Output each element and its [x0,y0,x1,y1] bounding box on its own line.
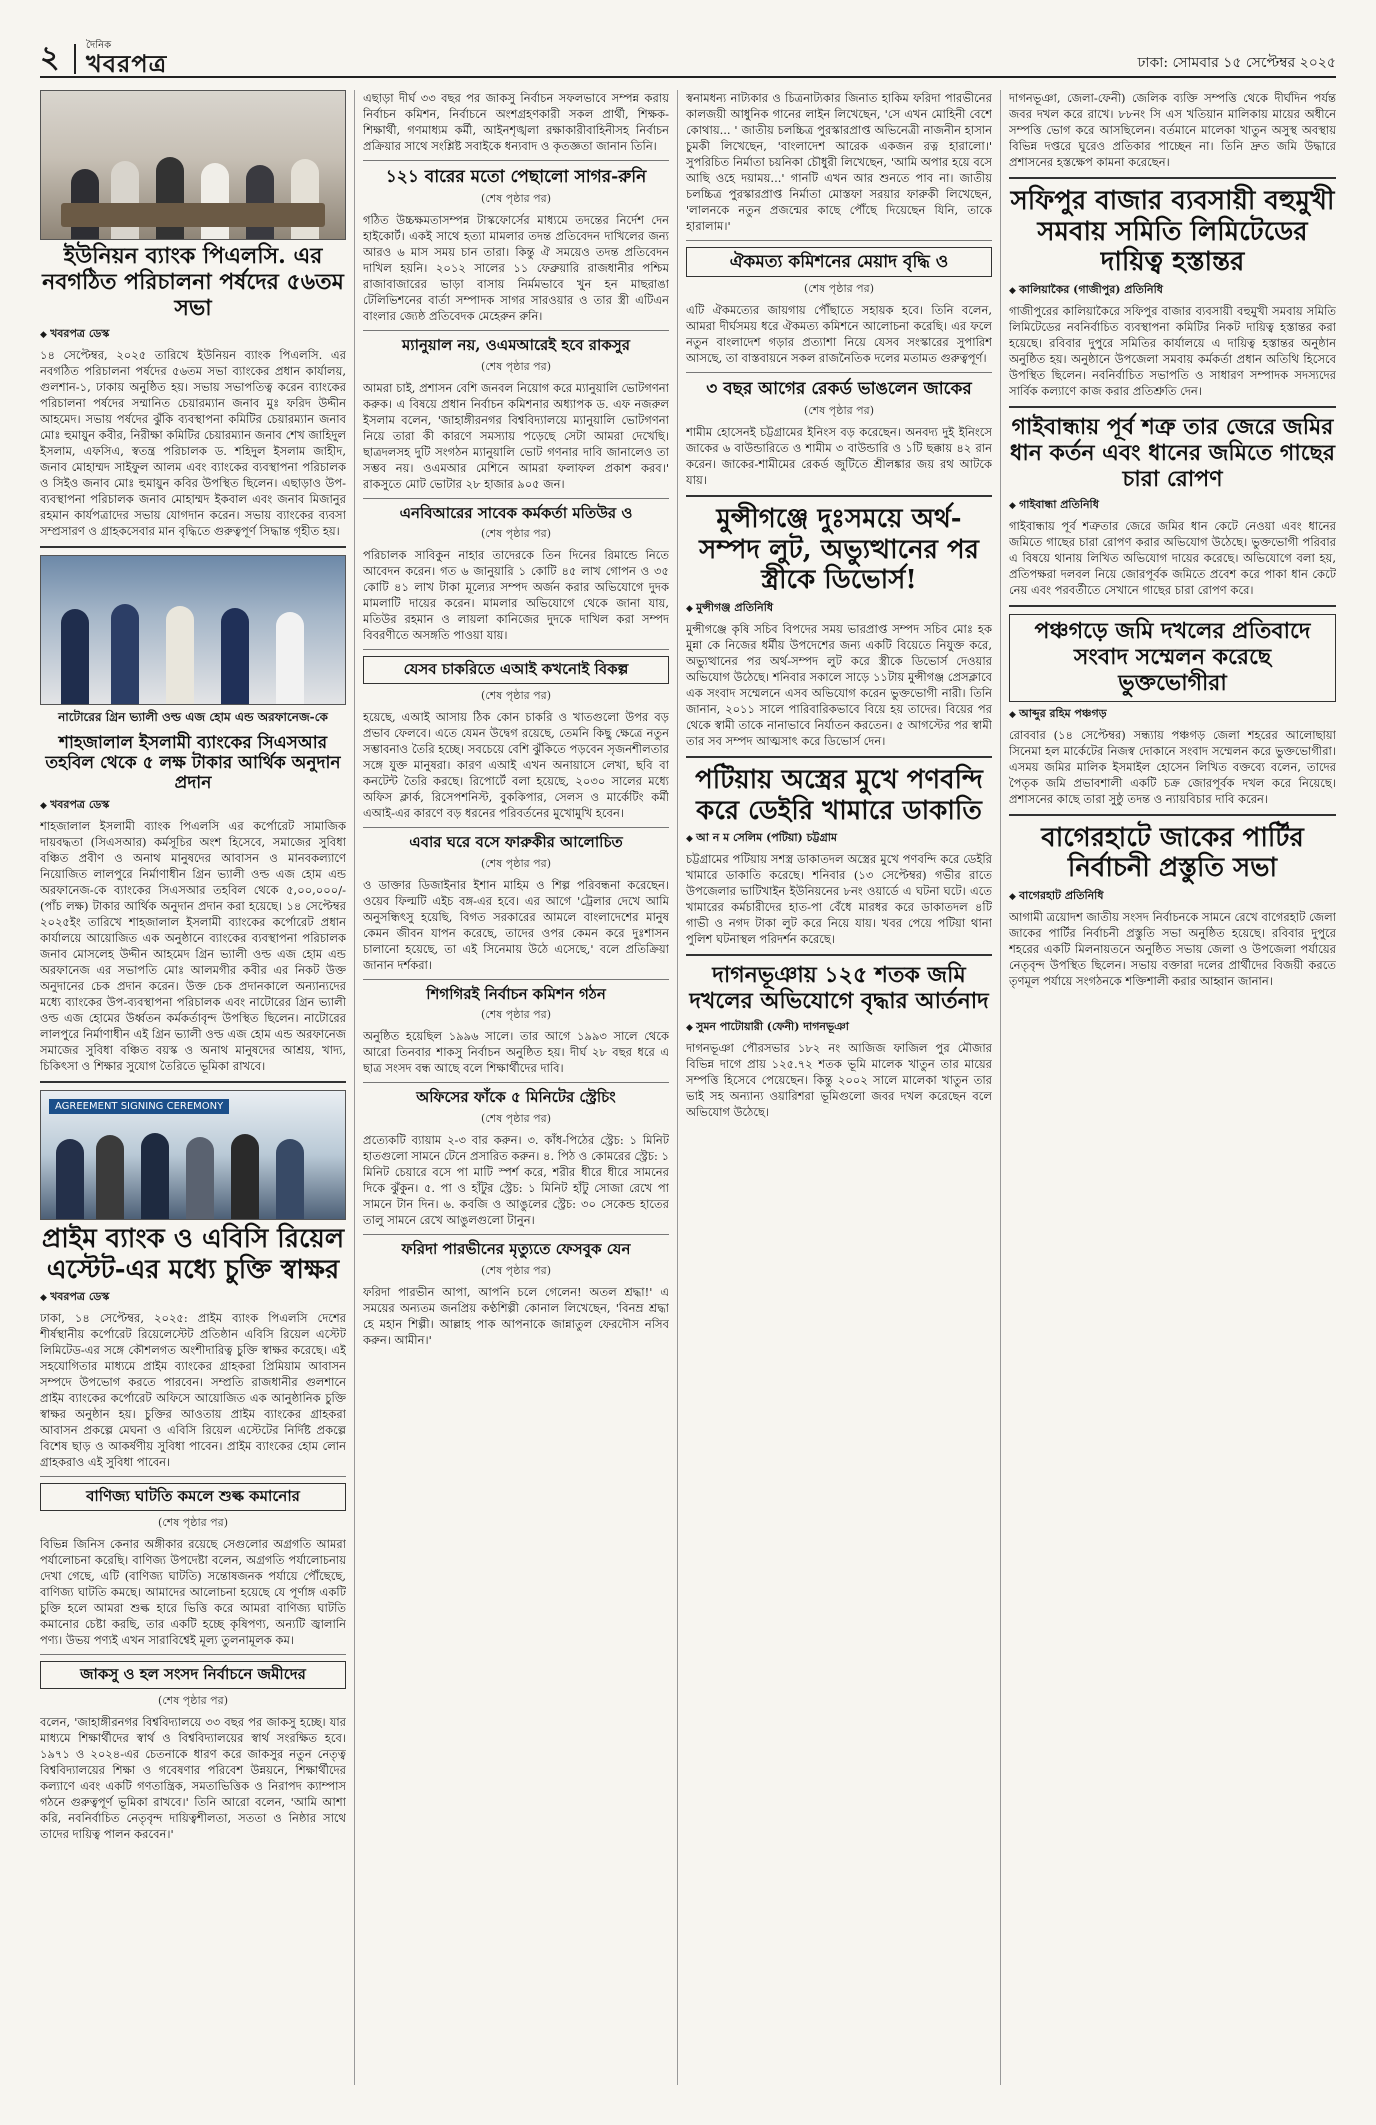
masthead-divider [74,44,76,74]
byline: ◆ খবরপত্র ডেস্ক [40,325,346,344]
byline: ◆ কালিয়াকৈর (গাজীপুর) প্রতিনিধি [1009,281,1336,300]
continuation-note: (শেষ পৃষ্ঠার পর) [480,689,551,703]
byline: ◆ আ ন ম সেলিম (পটিয়া) চট্টগ্রাম [686,829,992,848]
article-body: রোববার (১৪ সেপ্টেম্বর) সন্ধ্যায় পঞ্চগড় জেলা শহরের আলোছায়া সিনেমা হল মার্কেটের নিজস্ব দোকানে সংবাদ সম্মেলন করে ভুক্তভোগীরা। এসময় জমির মালিক ইসমাইল হোসেন লিখিত বক্তব্যে বলেন, তাদের পৈতৃক জমি প্রভাবশালী একটি চক্র জোরপূর্বক দখল করে নিয়েছে। প্রশাসনের কাছে তারা সুষ্ঠু তদন্ত ও ন্যায়বিচার দাবি করেন। [1009,727,1336,806]
article-body: বলেন, 'জাহাঙ্গীরনগর বিশ্ববিদ্যালয়ে ৩৩ বছর পর জাকসু হচ্ছে। যার মাধ্যমে শিক্ষার্থীদের স্বার্থ ও বিশ্ববিদ্যালয়ের স্বার্থ সংরক্ষিত হবে। ১৯৭১ ও ২০২৪-এর চেতনাকে ধারণ করে জাকসুর নতুন নেতৃত্ব বিশ্ববিদ্যালয়ের শিক্ষা ও গবেষণার পরিবেশ উন্নয়নে, শিক্ষার্থীদের কল্যাণে এবং একটি গণতান্ত্রিক, সমতাভিত্তিক ও নিরাপদ ক্যাম্পাস গঠনে গুরুত্বপূর্ণ ভূমিকা রাখবে।' তিনি আরো বলেন, 'আমি আশা করি, নবনির্বাচিত নেতৃবৃন্দ দায়িত্বশীলতা, সততা ও নিষ্ঠার সাথে তাদের দায়িত্ব পালন করবেন।' [40,1714,346,1841]
headline: প্রাইম ব্যাংক ও এবিসি রিয়েল এস্টেট-এর মধ্যে চুক্তি স্বাক্ষর [41,1224,345,1285]
divider [40,1081,346,1083]
divider [363,498,669,499]
article-body: পরিচালক সাবিকুন নাহার তাদেরকে তিন দিনের রিমান্ডে নিতে আবেদন করেন। গত ৬ জানুয়ারি ১ কোটি ৪৫ লাখ গোপন ও ৩৫ কোটি ৪১ লাখ টাকা মূল্যের সম্পদ অর্জন করার অভিযোগে দুদক মামলাটি দায়ের করেন। মামলার অভিযোগে থেকে জানা যায়, মতিউর রহমান ও লায়লা কানিজের দুদকে দাখিল করা সম্পদ বিবরণীতে অসঙ্গতি পাওয়া যায়। [363,548,669,643]
byline: ◆ সুমন পাটোয়ারী (ফেনী) দাগনভূঞা [686,1018,992,1037]
brand-prefix: দৈনিক [86,40,112,51]
continuation-note: (শেষ পৃষ্ঠার পর) [480,1263,551,1277]
headline: শিগগিরই নির্বাচন কমিশন গঠন [426,984,606,1003]
article-body: এছাড়া দীর্ঘ ৩৩ বছর পর জাকসু নির্বাচন সফলভাবে সম্পন্ন করায় নির্বাচন কমিশন, নির্বাচনে অংশগ্রহণকারী সকল প্রার্থী, শিক্ষক-শিক্ষার্থী, গণমাধ্যম কর্মী, আইনশৃঙ্খলা রক্ষাকারীবাহিনীসহ নির্বাচন প্রক্রিয়ার সাথে সংশ্লিষ্ট সবাইকে ধন্যবাদ ও কৃতজ্ঞতা জানান তিনি। [363,91,669,153]
article-body: ঢাকা, ১৪ সেপ্টেম্বর, ২০২৫: প্রাইম ব্যাংক পিএলসি দেশের শীর্ষস্থানীয় কর্পোরেট রিয়েলেস্টেট প্রতিষ্ঠান এবিসি রিয়েল এস্টেট লিমিটেড-এর সঙ্গে কৌশলগত অংশীদারিত্ব চুক্তি স্বাক্ষর করেছে। এই সহযোগিতার মাধ্যমে প্রাইম ব্যাংকের গ্রাহকরা প্রিমিয়াম আবাসন সম্পদে উপভোগ করতে পারবেন। সম্প্রতি রাজধানীর গুলশানে প্রাইম ব্যাংকের কর্পোরেট অফিসে আয়োজিত এক আনুষ্ঠানিক চুক্তি স্বাক্ষর অনুষ্ঠান হয়। চুক্তির আওতায় প্রাইম ব্যাংকের গ্রাহকরা আবাসন প্রকল্পে মেঘনা ও এবিসি রিয়েল এস্টেটের নির্দিষ্ট প্রকল্পে বিশেষ ছাড় ও আকর্ষণীয় সুবিধা পাবেন। প্রাইম ব্যাংকের হোম লোন গ্রাহকরাও এই সুবিধা পাবেন। [40,1311,346,1470]
continuation-note: (শেষ পৃষ্ঠার পর) [480,192,551,206]
article-body: দাগনভূঞা পৌরসভার ১৮২ নং আজিজ ফাজিল পুর মৌজার বিভিন্ন দাগে প্রায় ১২৫.৭২ শতক ভূমি মালেক খাতুন তার মায়ের সম্পত্তি হিসেবে পেয়েছেন। কিন্তু ২০০২ সালে মালেকা খাতুন তার ভাই সহ অন্যান্য ওয়ারিশরা ভূমিগুলো জবর দখল করেছেন বলে অভিযোগ উঠেছে। [686,1041,992,1120]
headline: বাণিজ্য ঘাটতি কমলে শুল্ক কমানোর [40,1483,346,1511]
article-body: ফরিদা পারভীন আপা, আপনি চলে গেলেন! অতল শ্রদ্ধা!' এ সময়ের অন্যতম জনপ্রিয় কণ্ঠশিল্পী কোনাল লিখেছেন, 'বিনম্র শ্রদ্ধা হে মহান শিল্পী। আল্লাহ পাক আপনাকে জান্নাতুল ফেরদৌস নসিব করুন। আমীন।' [363,1284,669,1347]
continuation-note: (শেষ পৃষ্ঠার পর) [480,527,551,541]
headline: যেসব চাকরিতে এআই কখনোই বিকল্প [363,656,669,684]
agreement-signing-photo [40,1090,346,1220]
divider [686,495,992,497]
headline: গাইবান্ধায় পূর্ব শত্রু তার জেরে জমির ধান কর্তন এবং ধানের জমিতে গাছের চারা রোপণ [1009,414,1335,492]
byline: ◆ বাগেরহাট প্রতিনিধি [1009,887,1336,906]
article-body: চট্টগ্রামের পটিয়ায় সশস্ত্র ডাকাতদল অস্ত্রের মুখে পণবন্দি করে ডেইরি খামারে ডাকাতি করেছে। শনিবার (১৩ সেপ্টেম্বর) গভীর রাতে উপজেলার ভাটিখাইন ইউনিয়নের ৮নং ওয়ার্ডে এ ঘটনা ঘটে। এতে খামারের কর্মচারীদের হাত-পা বেঁধে মারধর করে ডাকাতদল ৪টি গাভী ও নগদ টাকা লুট করে নিয়ে যায়। খবর পেয়ে পটিয়া থানা পুলিশ ঘটনাস্থল পরিদর্শন করেছে। [686,852,992,947]
continuation-note: (শেষ পৃষ্ঠার পর) [480,1112,551,1126]
article-body: প্রত্যেকটি ব্যায়াম ২-৩ বার করুন। ৩. কাঁধ-পিঠের স্ট্রেচ: ১ মিনিট হাতগুলো সামনে টেনে প্রসারিত করুন। ৪. পিঠ ও কোমরের স্ট্রেচ: ১ মিনিট চেয়ারে বসে পা মাটি স্পর্শ করে, শরীর ধীরে ধীরে সামনের দিকে ঝুঁকুন। ৫. পা ও হাঁটুর স্ট্রেচ: ১ মিনিট হাঁটু সোজা রেখে পা সামনে টান দিন। ৬. কবজি ও আঙুলের স্ট্রেচ: ৩০ সেকেন্ড হাতের তালু সামনে রেখে আঙুলগুলো টানুন। [363,1133,669,1228]
column-rule [354,90,355,2085]
meeting-photo [40,90,346,240]
headline: শাহজালাল ইসলামী ব্যাংকের সিএসআর তহবিল থেকে ৫ লক্ষ টাকার আর্থিক অনুদান প্রদান [45,732,341,793]
headline: ৩ বছর আগের রেকর্ড ভাঙলেন জাকের [706,379,972,400]
headline: ম্যানুয়াল নয়, ওএমআরেই হবে রাকসুর [401,336,631,355]
divider [1009,177,1336,179]
byline: ◆ গাইবান্ধা প্রতিনিধি [1009,496,1336,515]
newspaper-logo: খবরপত্র [86,49,168,78]
divider [686,372,992,373]
headline: জাকসু ও হল সংসদ নির্বাচনে জমীদের [40,1661,346,1689]
divider [363,330,669,331]
column-rule [677,90,678,2085]
continuation-note: (শেষ পৃষ্ঠার পর) [480,856,551,870]
article-body: এটি ঐকমত্যের জায়গায় পৌঁছাতে সহায়ক হবে। তিনি বলেন, আমরা দীর্ঘসময় ধরে ঐকমত্য কমিশনে আলোচনা করেছি। এর ফলে নতুন বাংলাদেশ গড়ার প্রত্যাশা নিয়ে যেসব সংস্কারের সুপারিশ আসছে, তা বাস্তবায়নে সকল রাজনৈতিক দলের মতামত গুরুত্বপূর্ণ। [686,303,992,366]
divider [1009,605,1336,607]
article-body: দাগনভূঞা, জেলা-ফেনী) জেলিক ব্যক্তি সম্পত্তি থেকে দীর্ঘদিন পর্যন্ত জবর দখল করে রাখে। ৮৮নং সি এস খতিয়ান মালিকায় মায়ের অধীনে সম্পত্তি ভোগ করে আসছিলেন। বর্তমানে মালেকা খাতুন অসুস্থ অবস্থায় বিভিন্ন দপ্তরে ঘুরেও প্রতিকার পাচ্ছেন না। তিনি দ্রুত জমি উদ্ধারে প্রশাসনের হস্তক্ষেপ কামনা করেছেন। [1009,91,1336,169]
page-grid [40,90,1336,2085]
divider [686,240,992,241]
photo-people [41,600,345,704]
divider [1009,406,1336,408]
article-body: ও ডাক্তার ডিজাইনার ইশান মাহিম ও শিল্প পরিবন্ধনা করেছেন। ওয়েব ফিল্মটি এইচ বঙ্গ-এর হবে। এর আগে 'ট্রেলার দেখে আমি অনুসন্ধিৎসু হয়েছি, বিগত সরকারের আমলে বাংলাদেশের মানুষ কেমন জীবন যাপন করেছে, তাদের ওপর কেমন করে দুঃশাসন চালানো হয়েছে, তা এই সিনেমায় উঠে এসেছে,' বলে প্রতিক্রিয়া জানান দর্শকরা। [363,877,669,972]
article-body: স্বনামধন্য নাট্যকার ও চিত্রনাট্যকার জিনাত হাকিম ফরিদা পারভীনের কালজয়ী আধুনিক গানের লাইন লিখেছেন, 'সে এখন মোহিনী বেশে কোথায়... ' জাতীয় চলচ্চিত্র পুরস্কারপ্রাপ্ত অভিনেত্রী নাজনীন হাসান চুমকী লিখেছেন, 'বাংলাদেশ আরেক একজন রত্ন হারালো।' সুপরিচিত নির্মাতা চয়নিকা চৌধুরী লিখেছেন, 'আমি অপার হয়ে বসে আছি ওহে দয়াময়...' গানটি এখন আর শুনতে পাব না। জাতীয় চলচ্চিত্র পুরস্কারপ্রাপ্ত নির্মাতা মোস্তফা সরয়ার ফারুকী লিখেছেন, 'লালনকে নতুন প্রজন্মের কাছে পৌঁছে দিয়েছেন যিনি, তাকে হারালাম।' [686,91,992,233]
divider [686,756,992,758]
cheque-handover-photo [40,555,346,705]
divider [686,954,992,956]
headline: মুন্সীগঞ্জে দুঃসময়ে অর্থ-সম্পদ লুট, অভ্যুত্থানের পর স্ত্রীকে ডিভোর্স! [699,504,979,596]
divider [363,827,669,828]
article-body: গাইবান্ধায় পূর্ব শত্রুতার জেরে জমির ধান কেটে নেওয়া এবং ধানের জমিতে গাছের চারা রোপণ করার অভিযোগ উঠেছে। ভুক্তভোগী পরিবার এ বিষয়ে থানায় লিখিত অভিযোগ দায়ের করেছে। অভিযোগে বলা হয়, প্রতিপক্ষরা দলবল নিয়ে জোরপূর্বক জমিতে প্রবেশ করে পাকা ধান কেটে নেয় এবং পরবর্তীতে সেখানে গাছের চারা রোপণ করে। [1009,518,1336,597]
photo-people [41,1129,345,1219]
continuation-note: (শেষ পৃষ্ঠার পর) [157,1516,228,1530]
article-body: আমরা চাই, প্রশাসন বেশি জনবল নিয়োগ করে ম্যানুয়ালি ভোটগণনা করুক। এ বিষয়ে প্রধান নির্বাচন কমিশনার অধ্যাপক ড. এফ নজরুল ইসলাম বলেন, 'জাহাঙ্গীরনগর বিশ্ববিদ্যালয়ে ম্যানুয়ালি ভোটগণনা নিয়ে তারা কী কারণে সমস্যায় পড়েছে সেটা আমরা দেখেছি। ছাত্রদলসহ দুটি সংগঠন ম্যানুয়ালি ভোট গণনার দাবি জানালেও তা সম্ভব নয়। ওএমআর মেশিনে আমরা ফলাফল প্রকাশ করব।' রাকসুতে মোট ভোটার ২৮ হাজার ৯০৫ জন। [363,380,669,491]
continuation-note: (শেষ পৃষ্ঠার পর) [157,1693,228,1707]
headline: ১২১ বারের মতো পেছালো সাগর-রুনি [385,167,647,187]
continuation-note: (শেষ পৃষ্ঠার পর) [803,282,874,296]
article-body: শাহজালাল ইসলামী ব্যাংক পিএলসি এর কর্পোরেট সামাজিক দায়বদ্ধতা (সিএসআর) কর্মসূচির অংশ হিসেবে, সমাজের সুবিধা বঞ্চিত প্রবীণ ও অনাথ মানুষদের আবাসন ও মানবকল্যাণে নিয়োজিত লালপুরে নির্মাণাধীন গ্রিন ভ্যালী ওল্ড এজ হোম এন্ড অরফানেজ-কে ব্যাংকের সিএসআর তহবিল থেকে ৫,০০,০০০/- (পাঁচ লক্ষ) টাকার আর্থিক অনুদান প্রদান করা হয়েছে। ১৪ সেপ্টেম্বর ২০২৫ইং তারিখে শাহজালাল ইসলামী ব্যাংকের কর্পোরেট প্রধান কার্যালয়ে আয়োজিত এক অনুষ্ঠানে ব্যাংকের ব্যবস্থাপনা পরিচালক জনাব মোসলেহ উদ্দীন আহমেদ গ্রিন ভ্যালী ওল্ড এজ হোম এন্ড অরফানেজ এর সভাপতি মোঃ আলমগীর কবীর এর নিকট উক্ত অনুদানের চেক প্রদান করেন। উক্ত চেক প্রদানকালে অন্যান্যদের মধ্যে ব্যাংকের উপ-ব্যবস্থাপনা পরিচালক এবং নাটোরের গ্রিন ভ্যালী ওল্ড এজ হোমের উর্ধ্বতন কর্মকর্তাবৃন্দ উপস্থিত ছিলেন। নাটোরের লালপুরে নির্মাণাধীন এই গ্রিন ভ্যালী ওল্ড এজ হোম এন্ড অরফানেজ সমাজের সুবিধা বঞ্চিত বয়স্ক ও অনাথ মানুষদের আশ্রয়, খাদ্য, চিকিৎসা ও শিক্ষার সুযোগ তৈরিতে ভূমিকা রাখবে। [40,819,346,1073]
headline: ইউনিয়ন ব্যাংক পিএলসি. এর নবগঠিত পরিচালনা পর্ষদের ৫৬তম সভা [42,243,344,321]
headline: সফিপুর বাজার ব্যবসায়ী বহুমুখী সমবায় সমিতি লিমিটেডের দায়িত্ব হস্তান্তর [1010,186,1335,278]
article-body: মুন্সীগঞ্জে কৃষি সচিব বিপদের সময় ভারপ্রাপ্ত সম্পদ সচিব মোঃ হক মুন্না কে নিজের ধর্মীয় উপদেশের জন্য একটি বিয়েতে নিযুক্ত করে, অভ্যুত্থানের পর অর্থ-সম্পদ লুট করে স্ত্রীকে ডিভোর্স দেওয়ার অভিযোগ উঠেছে। শনিবার সকালে সাড়ে ১১টায় মুন্সীগঞ্জ প্রেসক্লাবে এক সংবাদ সম্মেলনে এসব অভিযোগ করেন ভুক্তভোগী নারী। তিনি জানান, ২০১১ সালে পারিবারিকভাবে বিয়ে হয় তাদের। বিয়ের পর থেকে স্বামী তাকে নানাভাবে নির্যাতন করতেন। ৫ আগস্টের পর স্বামী তার সব সম্পদ আত্মসাৎ করে ডিভোর্স দেন। [686,622,992,749]
continuation-note: (শেষ পৃষ্ঠার পর) [803,404,874,418]
headline: পঞ্চগড়ে জমি দখলের প্রতিবাদে সংবাদ সম্মেলন করেছে ভুক্তভোগীরা [1009,614,1336,702]
column-1 [40,90,346,2085]
photo-people [41,135,345,239]
column-4 [1009,90,1336,2085]
article-body: শামীম হোসেনই চট্টগ্রামের ইনিংস বড় করেছেন। অনবদ্য দুই ইনিংসে জাকের ৬ বাউন্ডারিতে ও শামীম ৩ বাউন্ডারি ও ১টি ছক্কায় ৪২ রান করেন। জাকের-শামীমের রেকর্ড জুটিতে শ্রীলঙ্কার জয় রথ আটকে যায়। [686,425,992,488]
article-body: গঠিত উচ্চক্ষমতাসম্পন্ন টাস্কফোর্সের মাধ্যমে তদন্তের নির্দেশ দেন হাইকোর্ট। একই সাথে হত্যা মামলার তদন্ত প্রতিবেদন দাখিলের জন্য আরও ৬ মাস সময় চান তারা। কিন্তু ঐ সময়েও তদন্ত প্রতিবেদন দাখিল হয়নি। ২০১২ সালের ১১ ফেব্রুয়ারি রাজধানীর পশ্চিম রাজাবাজারের ভাড়া বাসায় নির্মমভাবে খুন হন মাছরাঙা টেলিভিশনের বার্তা সম্পাদক সাগর সারওয়ার ও তার স্ত্রী এটিএন বাংলার জ্যেষ্ঠ প্রতিবেদক মেহেরুন রুনি। [363,213,669,324]
headline: ফরিদা পারভীনের মৃত্যুতে ফেসবুক যেন [401,1240,631,1259]
headline: পটিয়ায় অস্ত্রের মুখে পণবন্দি করে ডেইরি খামারে ডাকাতি [695,765,983,826]
masthead [40,40,1336,78]
divider [40,546,346,548]
headline: দাগনভূঞায় ১২৫ শতক জমি দখলের অভিযোগে বৃদ্ধার আর্তনাদ [689,962,989,1015]
headline: বাগেরহাটে জাকের পার্টির নির্বাচনী প্রস্তুতি সভা [1041,822,1304,884]
continuation-note: (শেষ পৃষ্ঠার পর) [480,1008,551,1022]
divider [363,979,669,980]
divider [363,160,669,161]
divider [1009,814,1336,816]
article-body: হয়েছে, এআই আসায় ঠিক কোন চাকরি ও খাতগুলো উপর বড় প্রভাব ফেলবে। এতে যেমন উদ্বেগ রয়েছে, তেমনি কিছু ক্ষেত্রে নতুন সম্ভাবনাও তৈরি হচ্ছে। সবচেয়ে বেশি ঝুঁকিতে পড়বেন সৃজনশীলতার সঙ্গে যুক্ত মানুষরা। কারণ এআই এখন অনায়াসে লেখা, ছবি বা কনটেন্ট তৈরি করছে। রিপোর্টে বলা হয়েছে, ২০৩০ সালের মধ্যে অফিস ক্লার্ক, রিসেপশনিস্ট, বুককিপার, সেলস ও মার্কেটিং কর্মী এআই-এর কারণে বড় ধরনের পরিবর্তনের মুখোমুখি হবেন। [363,710,669,821]
headline: এবার ঘরে বসে ফারুকীর আলোচিত [409,833,623,852]
article-body: বিভিন্ন জিনিস কেনার অঙ্গীকার রয়েছে সেগুলোর অগ্রগতি আমরা পর্যালোচনা করেছি। বাণিজ্য উপদেষ্টা বলেন, অগ্রগতি পর্যালোচনায় দেখা গেছে, এটি (বাণিজ্য ঘাটতি) সন্তোষজনক পর্যায়ে পৌঁছেছে, বাণিজ্য ঘাটতি কমছে। আমাদের আলোচনা হয়েছে যে পূর্ণাঙ্গ একটি চুক্তি হলে আমরা শুল্ক হারে ভিত্তি করে আমরা বাণিজ্য ঘাটতি কমানোর চেষ্টা করছি, তার একটি হচ্ছে কৃষিপণ্য, অন্যটি জ্বালানি পণ্য। উভয় পণ্যই এখন সারাবিশ্বেই মূল্য তুলনামূলক কম। [40,1537,346,1648]
article-body: গাজীপুরের কালিয়াকৈরে সফিপুর বাজার ব্যবসায়ী বহুমুখী সমবায় সমিতি লিমিটেডের নবনির্বাচিত ব্যবস্থাপনা কমিটির নিকট দায়িত্ব হস্তান্তর করা হয়েছে। রবিবার দুপুরে সমিতির কার্যালয়ে এ দায়িত্ব হস্তান্তর অনুষ্ঠান অনুষ্ঠিত হয়। অনুষ্ঠানে উপজেলা সমবায় কর্মকর্তা প্রধান অতিথি হিসেবে উপস্থিত ছিলেন। নবনির্বাচিত সভাপতি ও সাধারণ সম্পাদক সদস্যদের সার্বিক কল্যাণে কাজ করার প্রতিশ্রুতি দেন। [1009,304,1336,399]
article-body: অনুষ্ঠিত হয়েছিল ১৯৯৬ সালে। তার আগে ১৯৯৩ সালে থেকে আরো তিনবার শাকসু নির্বাচন অনুষ্ঠিত হয়। দীর্ঘ ২৮ বছর ধরে এ ছাত্র সংসদ বন্ধ আছে বলে শিক্ষার্থীদের দাবি। [363,1029,669,1076]
photo-banner: AGREEMENT SIGNING CEREMONY [49,1099,229,1114]
byline: ◆ খবরপত্র ডেস্ক [40,796,346,815]
page-number: ২ [40,40,60,75]
divider [40,1654,346,1655]
dateline: ঢাকা: সোমবার ১৫ সেপ্টেম্বর ২০২৫ [1137,55,1336,71]
column-3 [686,90,992,2085]
divider [363,649,669,650]
photo-caption: নাটোরের গ্রিন ভ্যালী ওল্ড এজ হোম এন্ড অরফানেজ-কে [58,709,328,724]
article-body: আগামী ত্রয়োদশ জাতীয় সংসদ নির্বাচনকে সামনে রেখে বাগেরহাট জেলা জাকের পার্টির নির্বাচনী প্রস্তুতি সভা অনুষ্ঠিত হয়েছে। রবিবার দুপুরে শহরের একটি মিলনায়তনে অনুষ্ঠিত সভায় জেলা ও উপজেলা পর্যায়ের নেতৃবৃন্দ উপস্থিত ছিলেন। সভায় বক্তারা দলের প্রার্থীদের বিজয়ী করতে তৃণমূল পর্যায়ে সংগঠনকে শক্তিশালী করার আহ্বান জানান। [1009,910,1336,989]
continuation-note: (শেষ পৃষ্ঠার পর) [480,359,551,373]
divider [363,1234,669,1235]
divider [363,1082,669,1083]
headline: ঐকমত্য কমিশনের মেয়াদ বৃদ্ধি ও [686,247,992,277]
column-2 [363,90,669,2085]
byline: ◆ খবরপত্র ডেস্ক [40,1288,346,1307]
byline: ◆ আব্দুর রহিম পঞ্চগড় [1009,705,1336,724]
divider [40,1476,346,1477]
headline: এনবিআরের সাবেক কর্মকর্তা মতিউর ও [399,503,633,522]
article-body: ১৪ সেপ্টেম্বর, ২০২৫ তারিখে ইউনিয়ন ব্যাংক পিএলসি. এর নবগঠিত পরিচালনা পর্ষদের ৫৬তম সভা ব্যাংকের প্রধান কার্যালয়, গুলশান-১, ঢাকায় অনুষ্ঠিত হয়। সভায় সভাপতিত্ব করেন ব্যাংকের পরিচালনা পর্ষদের সম্মানিত চেয়ারম্যান জনাব মুঃ ফরিদ উদ্দীন আহমেদ। সভায় পর্ষদের ঝুঁকি ব্যবস্থাপনা কমিটির চেয়ারম্যান জনাব মোঃ হুমায়ুন কবীর, নিরীক্ষা কমিটির চেয়ারম্যান জনাব শেখ জাহিদুল ইসলাম, এফসিএ, স্বতন্ত্র পরিচালক ড. শহিদুল ইসলাম জাহীদ, জনাব মোহাম্মদ সাইফুল আলম এবং ব্যাংকের ব্যবস্থাপনা পরিচালক ও সিইও জনাব মোঃ হুমায়ুন কবির উপস্থিত ছিলেন। এছাড়াও উপ-ব্যবস্থাপনা পরিচালক জনাব মোহাম্মদ ইকবাল এবং জনাব মিজানুর রহমান কার্যপত্রাদের সভায় যোগদান করেন। সভায় ব্যাংকের ব্যবসা সম্প্রসারণ ও গ্রাহকসেবার মান বৃদ্ধিতে গুরুত্বপূর্ণ সিদ্ধান্ত গৃহীত হয়। [40,347,346,538]
headline: অফিসের ফাঁকে ৫ মিনিটের স্ট্রেচিং [416,1088,616,1107]
column-rule [1000,90,1001,2085]
byline: ◆ মুন্সীগঞ্জ প্রতিনিধি [686,599,992,618]
